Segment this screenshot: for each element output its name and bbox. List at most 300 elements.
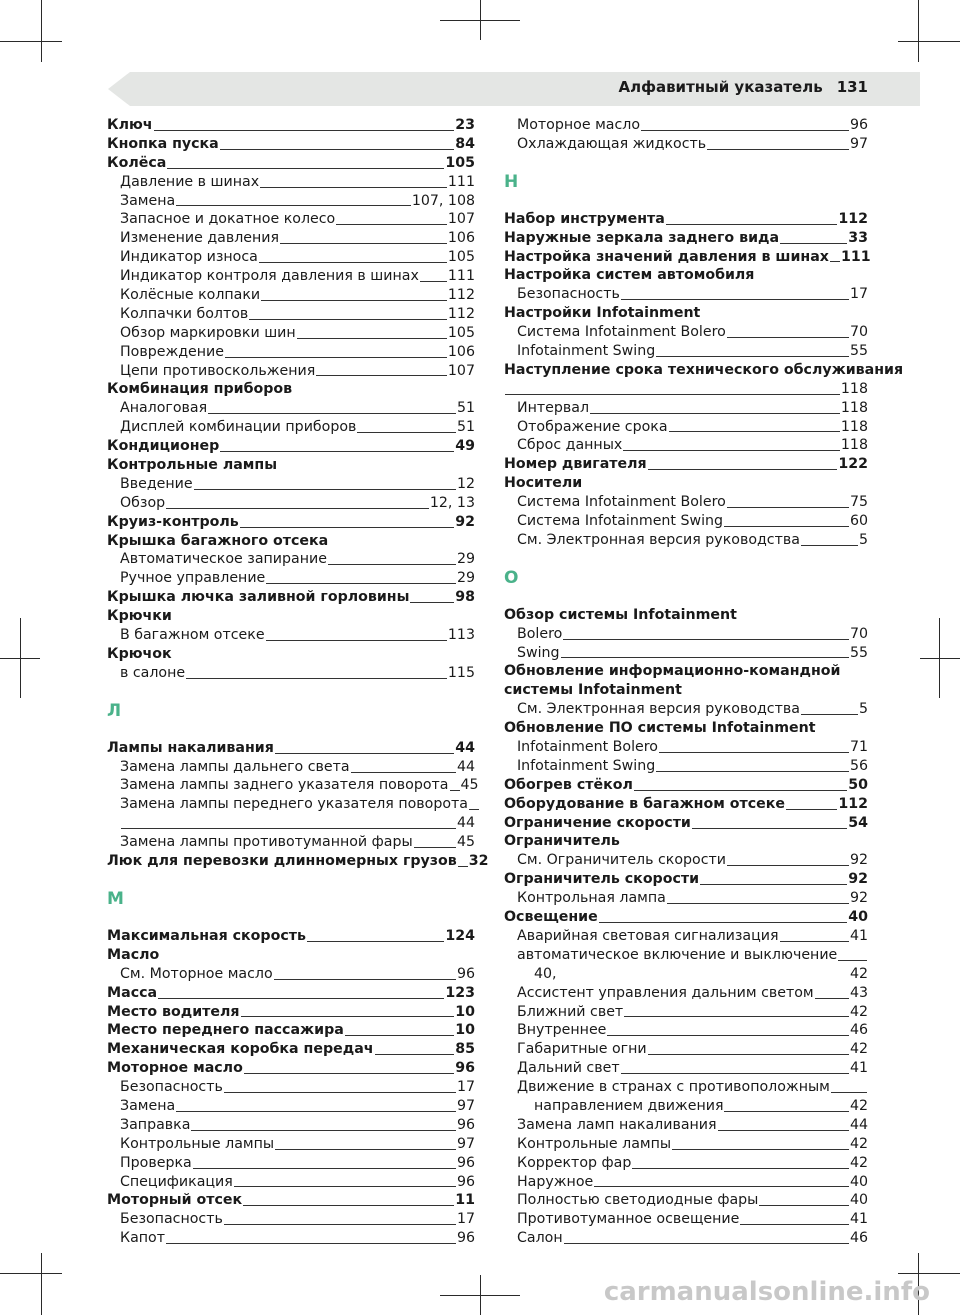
leader-line — [244, 1073, 454, 1074]
index-term: Аналоговая — [120, 400, 208, 417]
leader-line — [220, 149, 454, 150]
index-entry — [107, 135, 475, 154]
index-entry — [107, 116, 475, 135]
index-term: Дисплей комбинации приборов — [120, 419, 357, 436]
index-entry — [504, 776, 868, 795]
page-reference: 5 — [858, 701, 868, 718]
leader-line — [815, 998, 849, 999]
index-entry — [107, 380, 475, 399]
page-reference: 5 — [858, 531, 868, 548]
leader-line — [786, 809, 837, 810]
index-subentry — [504, 1097, 868, 1116]
page-reference: 51 — [456, 400, 475, 417]
index-term: Безопасность — [517, 286, 620, 303]
index-subentry — [107, 229, 475, 248]
index-subentry — [107, 173, 475, 192]
leader-line — [740, 1224, 849, 1225]
page-reference: 42 — [849, 965, 868, 982]
index-entry — [107, 1059, 475, 1078]
index-term: Ближний свет — [517, 1003, 624, 1020]
index-term: Система Infotainment Bolero — [517, 324, 726, 341]
leader-line — [186, 678, 447, 679]
page-reference: 96 — [849, 116, 868, 133]
page-reference: 41 — [849, 1060, 868, 1077]
leader-line — [801, 714, 858, 715]
index-term: Обзор маркировки шин — [120, 324, 296, 341]
index-subentry — [504, 625, 868, 644]
index-subentry — [107, 1078, 475, 1097]
index-term: Моторное масло — [107, 1060, 243, 1077]
page-reference: 42 — [849, 1041, 868, 1058]
page-reference: 115 — [447, 664, 475, 681]
index-term: Ручное управление — [120, 570, 266, 587]
leader-line — [266, 583, 456, 584]
page-reference: 105 — [447, 324, 475, 341]
index-subentry — [107, 664, 475, 683]
index-term: Безопасность — [120, 1079, 223, 1096]
leader-line — [648, 469, 838, 470]
index-term: Безопасность — [120, 1211, 223, 1228]
index-term: Моторный отсек — [107, 1192, 243, 1209]
index-term: Крышка лючка заливной горловины — [107, 589, 410, 606]
leader-line — [345, 1035, 454, 1036]
leader-line — [260, 187, 447, 188]
leader-line — [450, 790, 460, 791]
leader-line — [193, 1168, 456, 1169]
leader-line — [648, 1054, 849, 1055]
index-term: Движение в странах с противоположным — [517, 1079, 830, 1096]
index-subentry — [504, 1021, 868, 1040]
page-reference: 97 — [456, 1135, 475, 1152]
page-number: 131 — [836, 78, 868, 96]
index-entry — [504, 795, 868, 814]
index-term: Оборудование в багажном отсеке — [504, 795, 786, 812]
leader-line — [838, 960, 867, 961]
index-entry — [107, 927, 475, 946]
index-subentry — [504, 700, 868, 719]
leader-line — [727, 337, 849, 338]
page-reference: 51 — [456, 419, 475, 436]
index-term: Замена лампы противотуманной фары — [120, 834, 413, 851]
page-reference: 105 — [447, 249, 475, 266]
index-entry — [504, 908, 868, 927]
page-reference: 118 — [840, 380, 868, 397]
leader-line — [241, 1016, 455, 1017]
leader-line — [641, 130, 849, 131]
page-reference: 112 — [838, 210, 868, 227]
index-term: Спецификация — [120, 1173, 233, 1190]
page-reference: 10 — [455, 1003, 475, 1020]
index-subentry — [504, 1059, 868, 1078]
page-reference: 44 — [455, 739, 475, 756]
index-term: Обогрев стёкол — [504, 776, 633, 793]
index-subentry — [107, 1210, 475, 1229]
index-entry — [504, 474, 868, 493]
leader-line — [176, 205, 411, 206]
index-term: Крючки — [107, 608, 172, 625]
index-term: Аварийная световая сигнализация — [517, 927, 779, 944]
index-term: Ассистент управления дальним светом — [517, 984, 814, 1001]
page-reference: 85 — [455, 1041, 475, 1058]
index-term: Замена ламп накаливания — [517, 1116, 717, 1133]
index-entry — [504, 248, 871, 267]
page-reference: 92 — [849, 852, 868, 869]
index-subentry — [107, 192, 475, 211]
page-reference: 71 — [849, 739, 868, 756]
index-term: автоматическое включение и выключение — [517, 946, 838, 963]
index-term: Bolero — [517, 625, 563, 642]
index-term: 40, — [534, 965, 557, 982]
index-term: Внутреннее — [517, 1022, 607, 1039]
index-term: См. Электронная версия руководства — [517, 701, 800, 718]
leader-line — [700, 884, 847, 885]
index-term: Колёсные колпаки — [120, 287, 261, 303]
leader-line — [727, 865, 849, 866]
page-reference: 56 — [849, 757, 868, 774]
leader-line — [458, 866, 468, 867]
leader-line — [191, 1130, 456, 1131]
index-term: Давление в шинах — [120, 173, 260, 190]
index-term: Повреждение — [120, 343, 224, 360]
index-subentry — [504, 285, 868, 304]
index-term: Система Infotainment Bolero — [517, 494, 726, 511]
index-term: Замена лампы дальнего света — [120, 758, 350, 775]
index-entry — [504, 681, 868, 700]
page-reference: 112 — [838, 795, 868, 812]
page-reference: 45 — [456, 834, 475, 851]
leader-line — [224, 1224, 456, 1225]
index-term: в салоне — [120, 664, 186, 681]
index-subentry — [504, 531, 868, 550]
page-reference: 50 — [848, 776, 868, 793]
leader-line — [621, 299, 849, 300]
index-term: Полностью светодиодные фары — [517, 1192, 759, 1209]
index-term: Цепи противоскольжения — [120, 362, 316, 379]
index-subentry — [504, 946, 868, 965]
index-subentry — [107, 965, 475, 984]
index-term: Наступление срока технического обслуживания — [504, 361, 904, 378]
page-reference: 92 — [848, 871, 868, 888]
index-subentry — [107, 569, 475, 588]
page-reference: 118 — [840, 437, 868, 454]
page-reference: 111 — [447, 268, 475, 285]
leader-line — [659, 752, 849, 753]
page-reference: 29 — [456, 570, 475, 587]
page-reference: 43 — [849, 984, 868, 1001]
leader-line — [167, 168, 444, 169]
page-reference: 105 — [445, 154, 475, 171]
leader-line — [121, 828, 456, 829]
index-term: Салон — [517, 1230, 563, 1247]
page-reference: 17 — [456, 1079, 475, 1096]
page-reference: 123 — [445, 984, 475, 1001]
leader-line — [375, 1054, 455, 1055]
index-subentry — [504, 493, 868, 512]
index-term: Отображение срока — [517, 418, 668, 435]
index-subentry — [107, 626, 475, 645]
index-letter-heading: О — [504, 567, 519, 588]
leader-line — [590, 413, 840, 414]
leader-line — [208, 413, 456, 414]
index-term: Крючок — [107, 645, 172, 662]
index-entry — [107, 984, 475, 1003]
page-reference: 44 — [456, 758, 475, 775]
leader-line — [692, 828, 847, 829]
leader-line — [724, 526, 849, 527]
index-term: Обзор системы Infotainment — [504, 606, 737, 623]
page-reference: 42 — [849, 1154, 868, 1171]
index-term: направлением движения — [534, 1097, 724, 1114]
leader-line — [224, 1092, 456, 1093]
page-reference: 11 — [455, 1192, 475, 1209]
index-term: Механическая коробка передач — [107, 1041, 374, 1058]
leader-line — [249, 319, 447, 320]
leader-line — [561, 657, 849, 658]
index-entry — [107, 532, 475, 551]
index-subentry — [504, 342, 868, 361]
index-subentry — [504, 644, 868, 663]
leader-line — [632, 1168, 849, 1169]
index-subentry — [504, 984, 868, 1003]
page-reference: 45 — [460, 777, 479, 794]
leader-line — [176, 1111, 456, 1112]
index-subentry — [107, 814, 475, 833]
page-reference: 92 — [455, 513, 475, 530]
index-term: См. Ограничитель скорости — [517, 852, 727, 869]
index-term: Лампы накаливания — [107, 739, 274, 756]
leader-line — [607, 1035, 849, 1036]
index-term: Автоматическое запирание — [120, 551, 327, 568]
leader-line — [656, 356, 849, 357]
leader-line — [274, 979, 456, 980]
leader-line — [469, 809, 479, 810]
index-entry — [107, 437, 475, 456]
index-subentry — [504, 1229, 868, 1248]
page-reference: 113 — [447, 627, 475, 644]
page-reference: 98 — [455, 589, 475, 606]
leader-line — [599, 922, 848, 923]
index-term: Обзор — [120, 494, 166, 511]
page-reference: 17 — [849, 286, 868, 303]
index-subentry — [504, 1135, 868, 1154]
page-reference: 97 — [849, 135, 868, 152]
leader-line — [831, 1092, 867, 1093]
page-reference: 46 — [849, 1230, 868, 1247]
index-term: системы Infotainment — [504, 682, 682, 699]
page-reference: 96 — [456, 1230, 475, 1247]
index-term: Максимальная скорость — [107, 927, 306, 944]
index-subentry — [504, 1154, 868, 1173]
page-reference: 70 — [849, 324, 868, 341]
page-reference: 33 — [848, 229, 868, 246]
page-reference: 44 — [849, 1116, 868, 1133]
index-term: Ограничение скорости — [504, 814, 691, 831]
leader-line — [780, 243, 847, 244]
index-term: Изменение давления — [120, 230, 280, 247]
index-letter-heading: Л — [107, 700, 122, 721]
index-term: Наружное — [517, 1173, 594, 1190]
page-reference: 40 — [849, 1192, 868, 1209]
leader-line — [220, 451, 454, 452]
index-subentry — [107, 777, 479, 796]
index-entry — [107, 1040, 475, 1059]
index-term: В багажном отсеке — [120, 627, 265, 644]
leader-line — [261, 300, 447, 301]
index-term: Колёса — [107, 154, 167, 171]
index-subentry — [504, 1003, 868, 1022]
page-reference: 29 — [456, 551, 475, 568]
index-term: Контрольные лампы — [517, 1135, 672, 1152]
index-subentry — [107, 550, 475, 569]
index-term: Контрольные лампы — [120, 1135, 275, 1152]
index-subentry — [504, 399, 868, 418]
crop-mark — [898, 1273, 960, 1274]
leader-line — [357, 432, 456, 433]
index-entry — [107, 739, 475, 758]
index-entry — [504, 870, 868, 889]
index-term: Номер двигателя — [504, 456, 647, 473]
index-column-left — [107, 116, 489, 1248]
page-reference: 112 — [447, 305, 475, 322]
index-term: Сброс данных — [517, 437, 623, 454]
leader-line — [414, 847, 456, 848]
index-term: Ключ — [107, 116, 153, 133]
page-reference: 111 — [447, 173, 475, 190]
index-term: Габаритные огни — [517, 1041, 647, 1058]
leader-line — [672, 1149, 849, 1150]
leader-line — [194, 489, 456, 490]
page-reference: 40 — [849, 1173, 868, 1190]
index-entry — [504, 814, 868, 833]
crop-mark — [440, 20, 520, 21]
index-subentry — [504, 512, 868, 531]
page-reference: 84 — [455, 135, 475, 152]
leader-line — [410, 602, 454, 603]
index-letter-heading: Н — [504, 171, 519, 192]
page-reference: 12, 13 — [429, 494, 475, 511]
index-term: Носители — [504, 475, 583, 492]
index-subentry — [504, 323, 868, 342]
index-term: Обновление информационно-командной — [504, 663, 841, 680]
leader-line — [240, 527, 455, 528]
index-term: Ограничитель скорости — [504, 871, 700, 888]
page-reference: 96 — [455, 1060, 475, 1077]
leader-line — [505, 394, 840, 395]
page-reference: 118 — [840, 399, 868, 416]
index-term: Проверка — [120, 1154, 192, 1171]
index-term: Кнопка пуска — [107, 135, 219, 152]
index-term: См. Моторное масло — [120, 965, 273, 982]
leader-line — [780, 941, 849, 942]
index-term: Масло — [107, 946, 160, 963]
index-entry — [107, 513, 475, 532]
index-entry — [504, 210, 868, 229]
index-term: Индикатор износа — [120, 249, 258, 266]
leader-line — [727, 507, 849, 508]
index-subentry — [504, 1210, 868, 1229]
index-term: Место водителя — [107, 1003, 240, 1020]
index-term: Обновление ПО системы Infotainment — [504, 720, 816, 737]
leader-line — [297, 338, 447, 339]
index-subentry — [504, 851, 868, 870]
index-term: Индикатор контроля давления в шинах — [120, 268, 419, 285]
page-reference: 42 — [849, 1135, 868, 1152]
index-term: Замена лампы переднего указателя поворота — [120, 796, 468, 813]
leader-line — [351, 772, 456, 773]
page-reference: 23 — [455, 116, 475, 133]
page-reference: 46 — [849, 1022, 868, 1039]
leader-line — [234, 1186, 456, 1187]
leader-line — [275, 1149, 456, 1150]
leader-line — [667, 903, 849, 904]
crop-mark — [920, 658, 960, 659]
index-subentry — [107, 795, 475, 814]
index-term: Замена лампы заднего указателя поворота — [120, 777, 449, 794]
page-reference: 107, 108 — [411, 192, 475, 209]
index-term: Замена — [120, 192, 176, 209]
index-entry — [107, 852, 489, 871]
crop-mark — [0, 41, 62, 42]
page-reference: 92 — [849, 890, 868, 907]
leader-line — [166, 508, 429, 509]
index-term: Наружные зеркала заднего вида — [504, 229, 780, 246]
index-subentry — [504, 757, 868, 776]
index-entry — [504, 361, 904, 380]
index-term: Введение — [120, 475, 193, 492]
index-term: Противотуманное освещение — [517, 1211, 740, 1228]
index-subentry — [504, 1078, 868, 1097]
leader-line — [154, 130, 455, 131]
index-subentry — [504, 1040, 868, 1059]
leader-line — [724, 1111, 848, 1112]
page-title: Алфавитный указатель — [618, 78, 823, 96]
leader-line — [594, 1186, 849, 1187]
page-reference: 44 — [456, 815, 475, 832]
crop-mark — [440, 1295, 520, 1296]
index-entry — [504, 304, 868, 323]
leader-line — [707, 149, 849, 150]
index-term: Люк для перевозки длинномерных грузов — [107, 853, 457, 870]
watermark: carmanualsonline.info — [603, 1277, 930, 1307]
index-term: Ограничитель — [504, 833, 620, 850]
index-subentry — [504, 1191, 868, 1210]
index-term: Круиз-контроль — [107, 513, 239, 530]
index-term: Моторное масло — [517, 116, 641, 133]
leader-line — [158, 998, 444, 999]
leader-line — [656, 771, 849, 772]
page-reference: 32 — [468, 853, 489, 870]
index-entry — [107, 1003, 475, 1022]
index-entry — [504, 833, 868, 852]
leader-line — [563, 639, 849, 640]
leader-line — [420, 281, 447, 282]
index-entry — [107, 645, 475, 664]
index-term: Контрольная лампа — [517, 890, 666, 907]
index-subentry — [504, 738, 868, 757]
leader-line — [316, 375, 447, 376]
index-subentry — [107, 248, 475, 267]
index-entry — [504, 266, 868, 285]
crop-mark — [0, 658, 40, 659]
crop-mark — [918, 0, 919, 62]
index-subentry — [504, 1116, 868, 1135]
index-entry — [504, 719, 868, 738]
page-reference: 97 — [456, 1097, 475, 1114]
index-subentry — [107, 210, 475, 229]
leader-line — [634, 790, 847, 791]
page-reference: 124 — [445, 927, 475, 944]
index-term: Капот — [120, 1230, 165, 1247]
